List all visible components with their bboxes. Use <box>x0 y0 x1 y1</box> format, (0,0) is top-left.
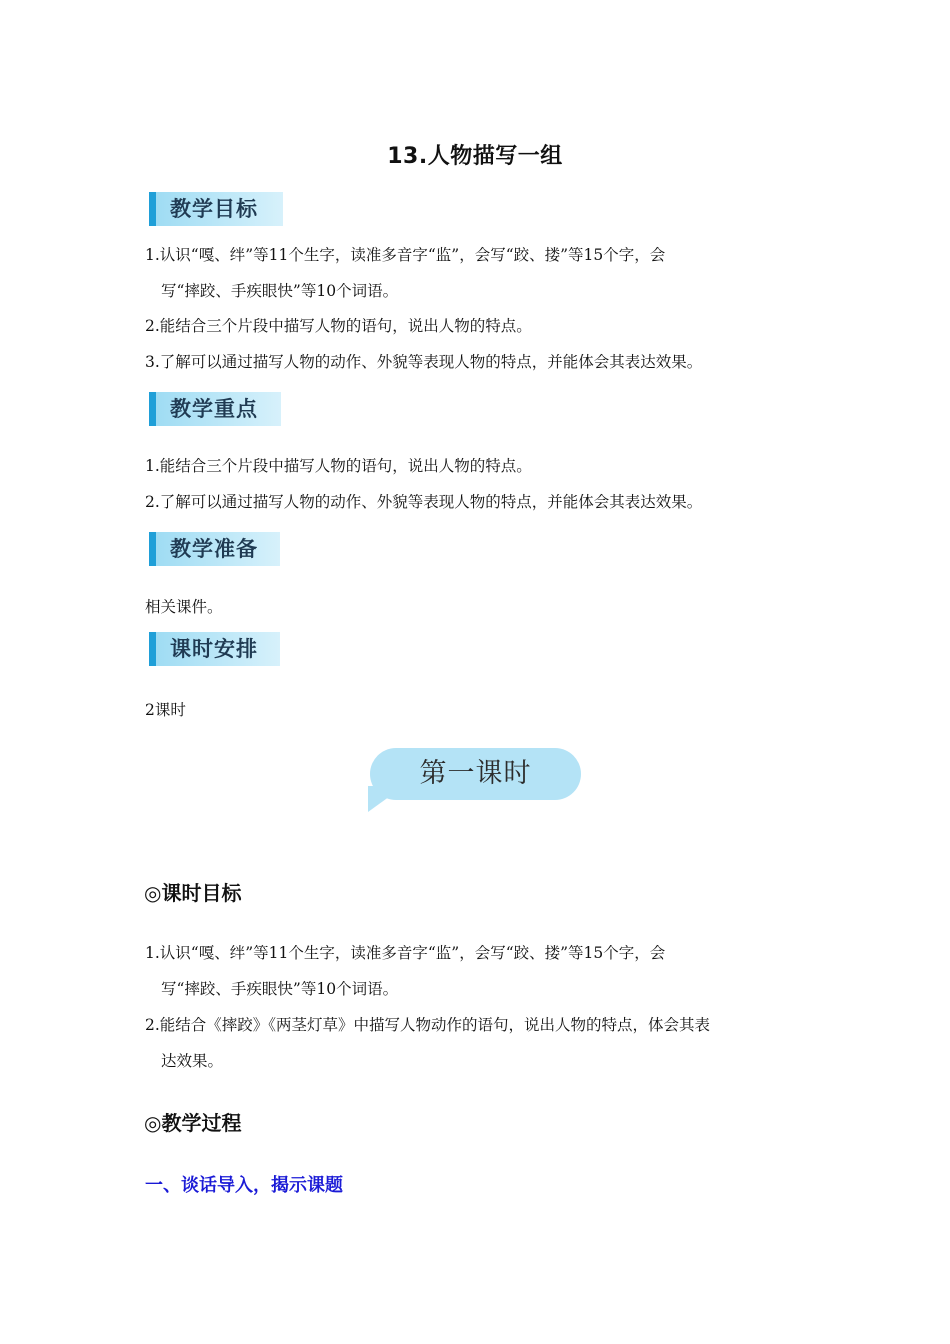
goal-line-3: 3.了解可以通过描写人物的动作、外貌等表现人物的特点，并能体会其表达效果。 <box>145 353 703 371</box>
process-heading: ◎教学过程 <box>144 1111 242 1135</box>
lesson-goal-line-2-cont: 达效果。 <box>161 1052 224 1070</box>
schedule-text: 2课时 <box>145 701 186 719</box>
section-label-schedule: 课时安排 <box>149 632 280 666</box>
page-title: 13.人物描写一组 <box>387 144 563 169</box>
prep-text: 相关课件。 <box>145 598 223 616</box>
goal-line-2: 2.能结合三个片段中描写人物的语句，说出人物的特点。 <box>145 317 532 335</box>
key-line-2: 2.了解可以通过描写人物的动作、外貌等表现人物的特点，并能体会其表达效果。 <box>145 493 703 511</box>
lesson-goal-line-2: 2.能结合《摔跤》《两茎灯草》中描写人物动作的语句，说出人物的特点，体会其表 <box>145 1016 711 1034</box>
step-1-heading: 一、谈话导入，揭示课题 <box>145 1175 343 1196</box>
key-line-1: 1.能结合三个片段中描写人物的语句，说出人物的特点。 <box>145 457 532 475</box>
lesson-goal-line-1-cont: 写“摔跤、手疾眼快”等10个词语。 <box>161 980 399 998</box>
lesson-bubble: 第一课时 <box>370 748 581 800</box>
goal-line-1: 1.认识“嘎、绊”等11个生字，读准多音字“监”，会写“跤、搂”等15个字，会 <box>145 246 666 264</box>
goal-line-1-cont: 写“摔跤、手疾眼快”等10个词语。 <box>161 282 399 300</box>
section-label-prep: 教学准备 <box>149 532 280 566</box>
lesson-goal-line-1: 1.认识“嘎、绊”等11个生字，读准多音字“监”，会写“跤、搂”等15个字，会 <box>145 944 666 962</box>
section-label-goals: 教学目标 <box>149 192 283 226</box>
section-label-key: 教学重点 <box>149 392 281 426</box>
lesson-goals-heading: ◎课时目标 <box>144 881 242 905</box>
